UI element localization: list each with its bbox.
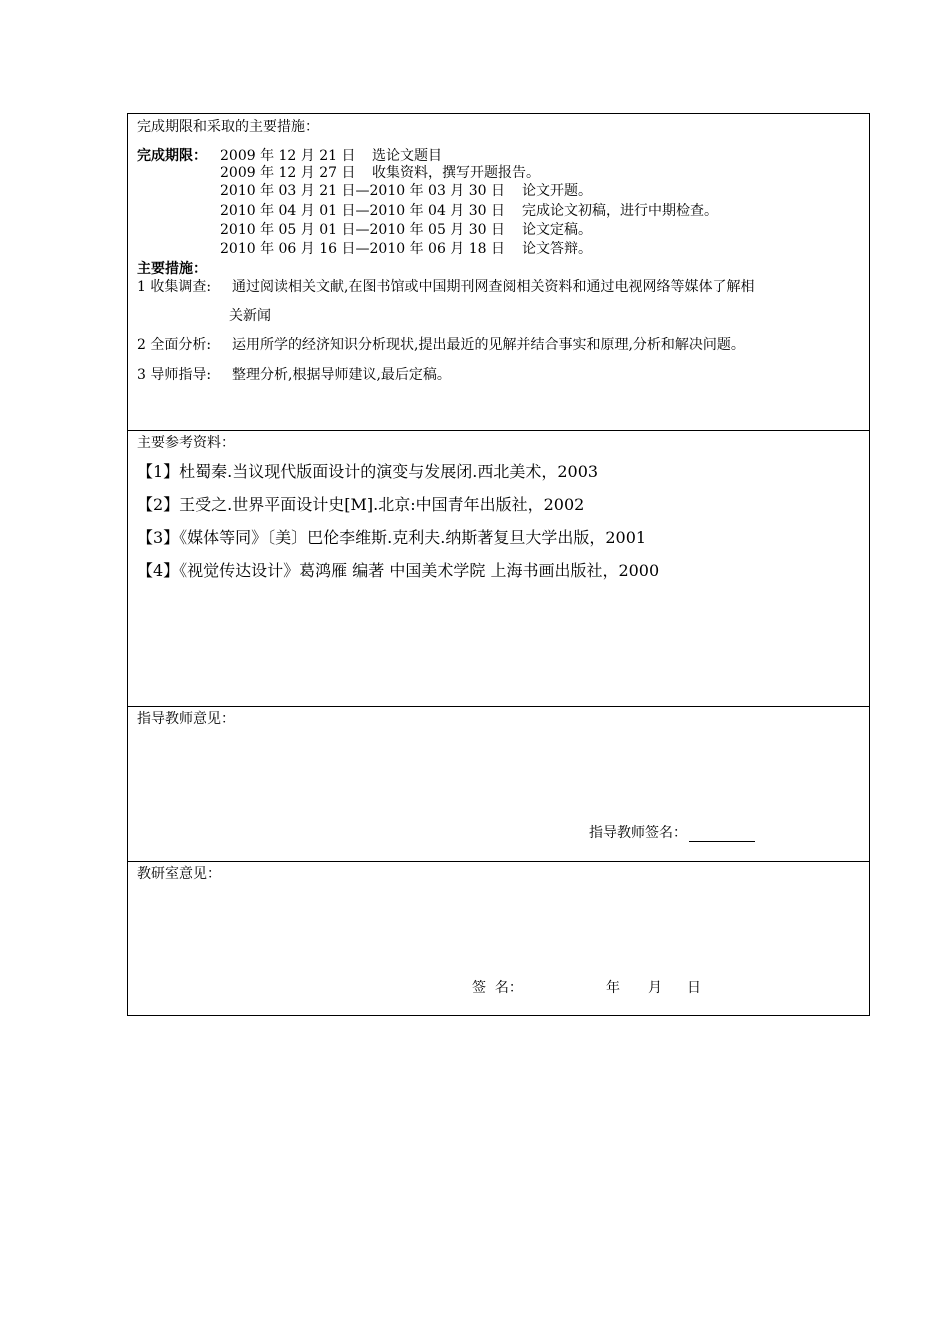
deadline-label: 完成期限： xyxy=(137,148,207,164)
schedule-date: 2010 年 03 月 21 日—2010 年 03 月 30 日 xyxy=(220,183,506,199)
schedule-task: 论文定稿。 xyxy=(522,222,592,238)
schedule-task: 选论文题目 xyxy=(372,148,442,164)
deadline-measures-section xyxy=(127,113,870,431)
schedule-date: 2009 年 12 月 21 日 xyxy=(220,148,356,164)
signature-label: 指导教师签名： xyxy=(589,825,687,841)
advisor-opinion-section xyxy=(127,706,870,862)
schedule-task: 完成论文初稿，进行中期检查。 xyxy=(522,203,718,219)
section-heading: 教研室意见： xyxy=(137,866,221,882)
advisor-signature xyxy=(589,824,755,842)
references-section xyxy=(127,430,870,707)
department-opinion-section xyxy=(127,861,870,1016)
year-label: 年 xyxy=(606,980,620,996)
day-label: 日 xyxy=(687,980,701,996)
measures-label: 主要措施： xyxy=(137,261,207,277)
schedule-date: 2010 年 04 月 01 日—2010 年 04 月 30 日 xyxy=(220,203,506,219)
schedule-date: 2010 年 06 月 16 日—2010 年 06 月 18 日 xyxy=(220,241,506,257)
reference-item: 【1】杜蜀秦.当议现代版面设计的演变与发展闭.西北美术，2003 xyxy=(137,462,599,481)
month-label: 月 xyxy=(648,980,662,996)
section-heading: 指导教师意见： xyxy=(137,711,235,727)
measure-text-continued: 关新闻 xyxy=(229,308,271,324)
signature-line[interactable] xyxy=(689,827,755,842)
schedule-date: 2009 年 12 月 27 日 xyxy=(220,165,356,181)
schedule-task: 论文答辩。 xyxy=(522,241,592,257)
sign-label: 签 名： xyxy=(472,980,523,996)
reference-item: 【4】《视觉传达设计》葛鸿雁 编著 中国美术学院 上海书画出版社，2000 xyxy=(137,561,660,580)
schedule-task: 收集资料，撰写开题报告。 xyxy=(372,165,540,181)
measure-label: 1 收集调查: xyxy=(137,279,212,295)
section-heading: 完成期限和采取的主要措施： xyxy=(137,119,319,135)
reference-item: 【3】《媒体等同》〔美〕巴伦李维斯.克利夫.纳斯著复旦大学出版，2001 xyxy=(137,528,647,547)
measure-label: 3 导师指导: xyxy=(137,367,212,383)
measure-label: 2 全面分析: xyxy=(137,337,212,353)
measure-text: 整理分析,根据导师建议,最后定稿。 xyxy=(232,367,451,383)
measure-text: 通过阅读相关文献,在图书馆或中国期刊网查阅相关资料和通过电视网络等媒体了解相 xyxy=(232,279,755,295)
schedule-task: 论文开题。 xyxy=(522,183,592,199)
measure-text: 运用所学的经济知识分析现状,提出最近的见解并结合事实和原理,分析和解决问题。 xyxy=(232,337,745,353)
reference-item: 【2】王受之.世界平面设计史[M].北京:中国青年出版社，2002 xyxy=(137,495,585,514)
section-heading: 主要参考资料： xyxy=(137,435,235,451)
schedule-date: 2010 年 05 月 01 日—2010 年 05 月 30 日 xyxy=(220,222,506,238)
